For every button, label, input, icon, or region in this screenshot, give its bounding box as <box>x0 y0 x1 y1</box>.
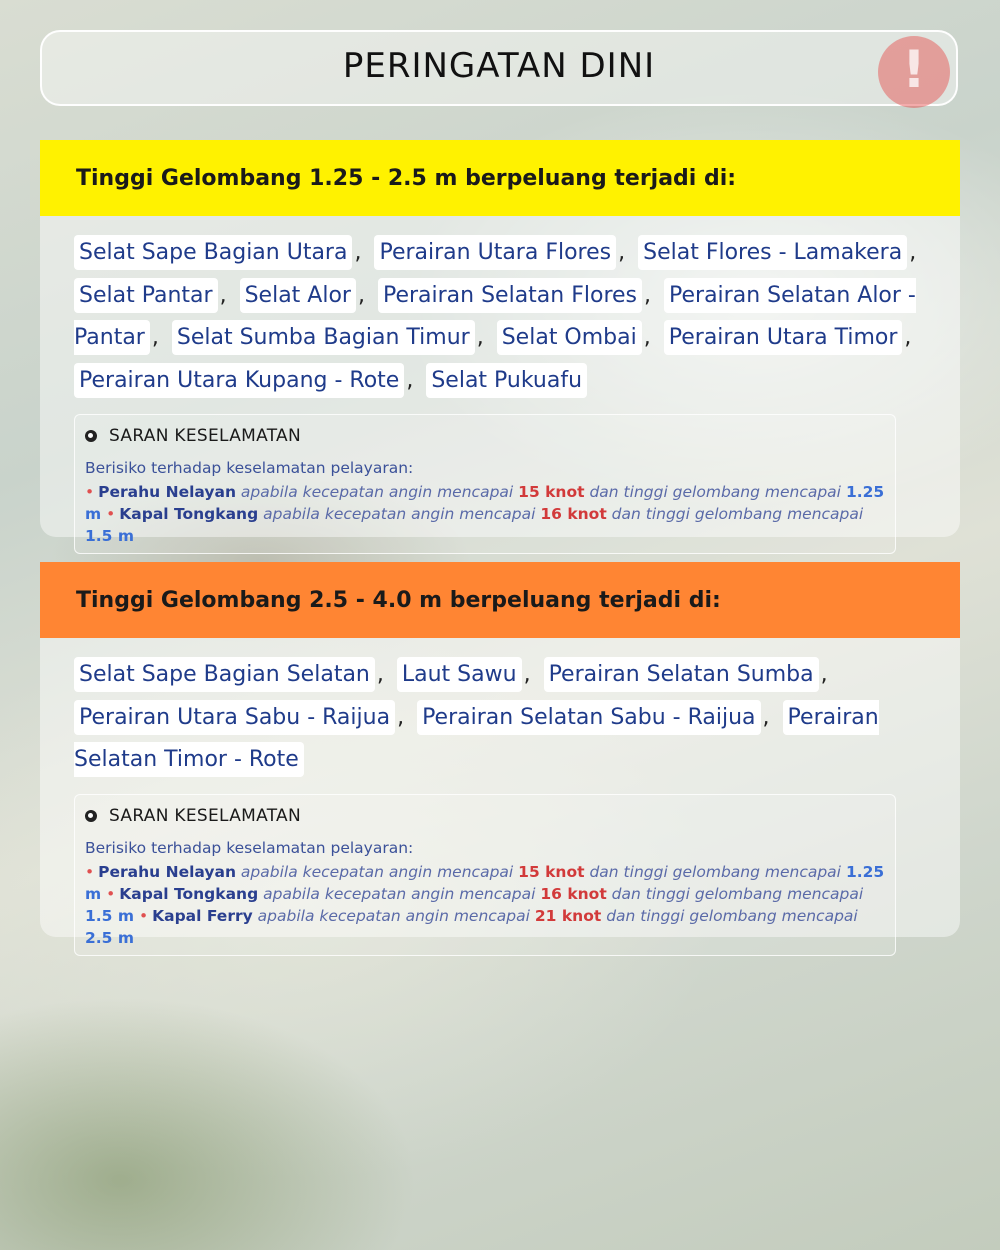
wave-height-value: 1.25 m <box>85 483 885 523</box>
wind-speed-value: 16 knot <box>540 505 607 523</box>
wind-condition-text: apabila kecepatan angin mencapai <box>263 505 536 523</box>
advice-title: SARAN KESELAMATAN <box>109 426 302 446</box>
warning-card-2 <box>40 562 960 947</box>
wave-height-value: 2.5 m <box>85 928 135 947</box>
bullet-dot: • <box>138 906 149 925</box>
wave-condition-text: dan tinggi gelombang mencapai <box>611 505 864 523</box>
wave-height-value: 1.5 m <box>85 906 135 925</box>
area-separator: , <box>644 282 652 308</box>
wind-condition-text: apabila kecepatan angin mencapai <box>240 862 514 881</box>
wave-height-value: 1.5 m <box>85 527 135 545</box>
advice-title: SARAN KESELAMATAN <box>109 805 302 826</box>
bullet-dot: • <box>85 862 95 881</box>
advice-intro: Berisiko terhadap keselamatan pelayaran: <box>85 459 414 477</box>
page-title: PERINGATAN DINI <box>342 46 656 86</box>
wind-speed-value: 15 knot <box>518 862 585 881</box>
wave-condition-text: dan tinggi gelombang mencapai <box>606 906 858 925</box>
warning-body <box>40 216 960 574</box>
safety-advice-box <box>74 414 896 554</box>
area-tag: Perairan Selatan Sumba <box>544 657 819 692</box>
area-tag: Perairan Selatan Sabu - Raijua <box>417 700 760 735</box>
area-separator: , <box>219 282 227 308</box>
area-separator: , <box>643 325 651 350</box>
wave-height-value: 1.25 m <box>85 862 885 903</box>
area-tag: Perairan Selatan Alor - Pantar <box>74 278 916 356</box>
wave-condition-text: dan tinggi gelombang mencapai <box>589 862 841 881</box>
wind-speed-value: 15 knot <box>518 483 585 501</box>
area-tag: Selat Sape Bagian Utara <box>74 235 352 270</box>
area-tag: Selat Ombai <box>497 320 642 355</box>
vessel-name: Kapal Tongkang <box>119 505 259 523</box>
wind-condition-text: apabila kecepatan angin mencapai <box>257 906 530 925</box>
area-tag: Laut Sawu <box>397 657 522 692</box>
exclamation-icon: ! <box>902 40 926 100</box>
wind-condition-text: apabila kecepatan angin mencapai <box>240 483 514 501</box>
area-tag: Selat Sumba Bagian Timur <box>172 320 475 355</box>
area-list <box>74 232 926 402</box>
area-separator: , <box>476 325 484 350</box>
area-tag: Selat Sape Bagian Selatan <box>74 657 375 692</box>
vessel-name: Kapal Ferry <box>152 906 253 925</box>
vessel-name: Perahu Nelayan <box>98 862 236 881</box>
advice-header <box>85 423 885 449</box>
warning-heading: Tinggi Gelombang 1.25 - 2.5 m berpeluang terjadi di: <box>40 140 960 216</box>
bullet-dot: • <box>106 505 116 523</box>
safety-icon <box>85 430 97 442</box>
warning-body <box>40 638 960 976</box>
area-tag: Perairan Utara Sabu - Raijua <box>74 700 395 735</box>
area-separator: , <box>357 282 365 308</box>
area-separator: , <box>904 325 912 350</box>
vessel-name: Perahu Nelayan <box>98 483 236 501</box>
header-banner <box>40 30 958 106</box>
area-separator: , <box>618 240 626 265</box>
area-tag: Perairan Utara Timor <box>664 320 903 355</box>
area-separator: , <box>523 662 531 687</box>
area-separator: , <box>354 240 362 265</box>
vessel-name: Kapal Tongkang <box>119 884 259 903</box>
area-tag: Selat Alor <box>240 278 356 313</box>
area-tag: Perairan Selatan Timor - Rote <box>74 700 879 778</box>
warning-heading: Tinggi Gelombang 2.5 - 4.0 m berpeluang terjadi di: <box>40 562 960 638</box>
area-separator: , <box>406 367 414 393</box>
area-tag: Perairan Utara Kupang - Rote <box>74 363 404 398</box>
area-separator: , <box>820 662 828 687</box>
advice-lines <box>85 861 885 949</box>
wave-condition-text: dan tinggi gelombang mencapai <box>589 483 841 501</box>
wind-speed-value: 21 knot <box>534 906 602 925</box>
area-tag: Selat Flores - Lamakera <box>638 235 907 270</box>
area-tag: Perairan Selatan Flores <box>378 278 642 313</box>
advice-intro: Berisiko terhadap keselamatan pelayaran: <box>85 838 414 857</box>
safety-icon <box>85 810 97 822</box>
warning-card-1 <box>40 140 960 545</box>
area-separator: , <box>909 240 917 265</box>
area-tag: Selat Pantar <box>74 278 218 313</box>
area-separator: , <box>397 704 405 730</box>
bullet-dot: • <box>85 483 95 501</box>
area-separator: , <box>151 325 159 350</box>
area-tag: Perairan Utara Flores <box>374 235 616 270</box>
advice-header <box>85 803 885 829</box>
area-list <box>74 654 926 782</box>
wind-condition-text: apabila kecepatan angin mencapai <box>263 884 536 903</box>
safety-advice-box <box>74 794 896 956</box>
advice-lines <box>85 481 885 547</box>
area-tag: Selat Pukuafu <box>426 363 587 398</box>
wind-speed-value: 16 knot <box>540 884 607 903</box>
area-separator: , <box>762 704 770 730</box>
bullet-dot: • <box>106 884 116 903</box>
area-separator: , <box>376 662 384 687</box>
wave-condition-text: dan tinggi gelombang mencapai <box>611 884 864 903</box>
